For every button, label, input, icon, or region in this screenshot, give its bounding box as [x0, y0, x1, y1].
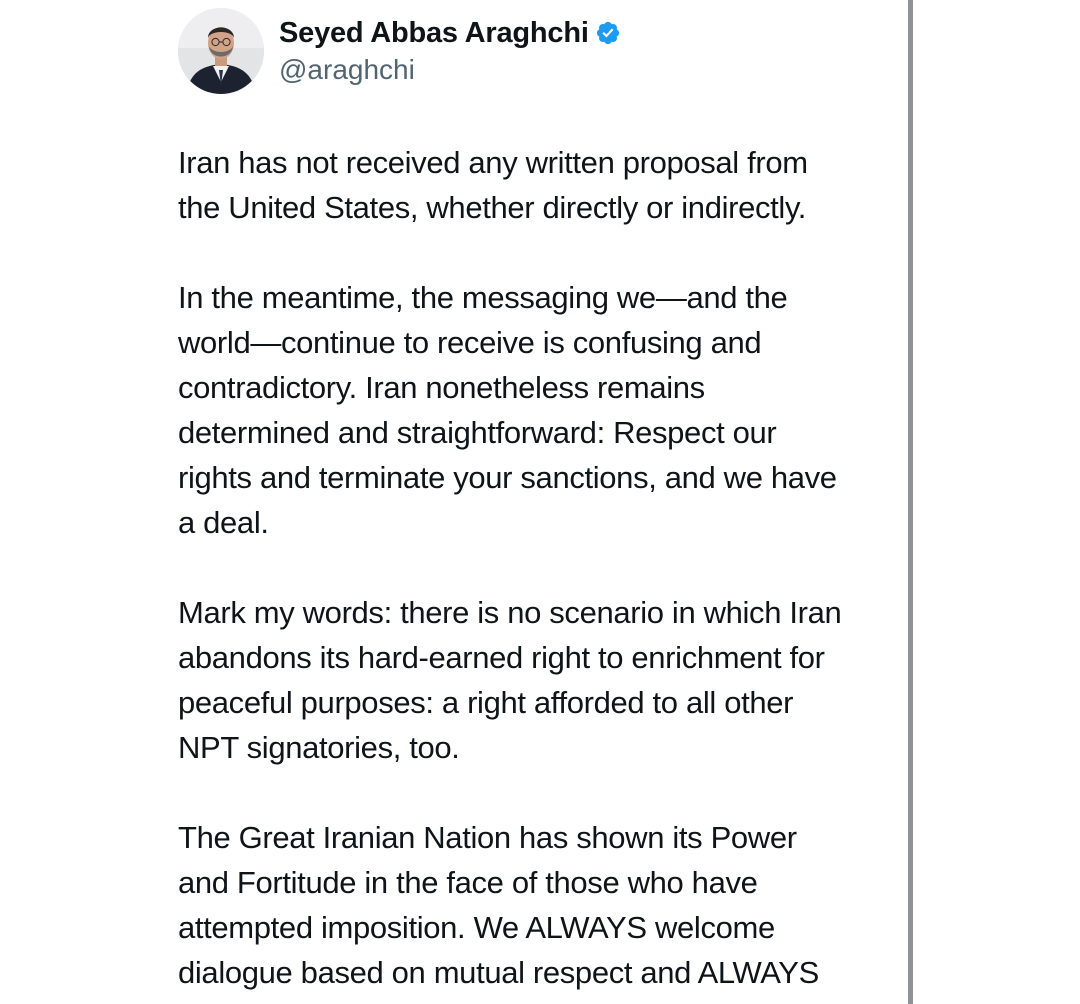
tweet-paragraph: The Great Iranian Nation has shown its Power and Fortitude in the face of those who have attempted imposition. We ALWAYS welcome dialogue based on mutual respect and ALWAYS	[178, 820, 819, 990]
tweet-paragraph: In the meantime, the messaging we—and the world—continue to receive is confusing and contradictory. Iran nonetheless remains determined and straightforward: Respect our rights and terminate your sanctions, and we have a deal.	[178, 280, 837, 540]
author-display-name[interactable]: Seyed Abbas Araghchi	[279, 16, 589, 49]
author-name-row	[279, 14, 621, 52]
right-margin	[913, 0, 1080, 1004]
avatar[interactable]	[178, 8, 264, 94]
author-handle[interactable]: @araghchi	[279, 54, 415, 85]
tweet-paragraph: Mark my words: there is no scenario in which Iran abandons its hard-earned right to enrichment for peaceful purposes: a right afforded to all other NPT signatories, too.	[178, 595, 842, 765]
author-block	[279, 14, 621, 86]
verified-badge-icon[interactable]	[595, 20, 621, 46]
avatar-portrait	[178, 8, 264, 94]
tweet-paragraph: Iran has not received any written proposal from the United States, whether directly or indirectly.	[178, 145, 808, 225]
tweet-text	[178, 140, 903, 1004]
